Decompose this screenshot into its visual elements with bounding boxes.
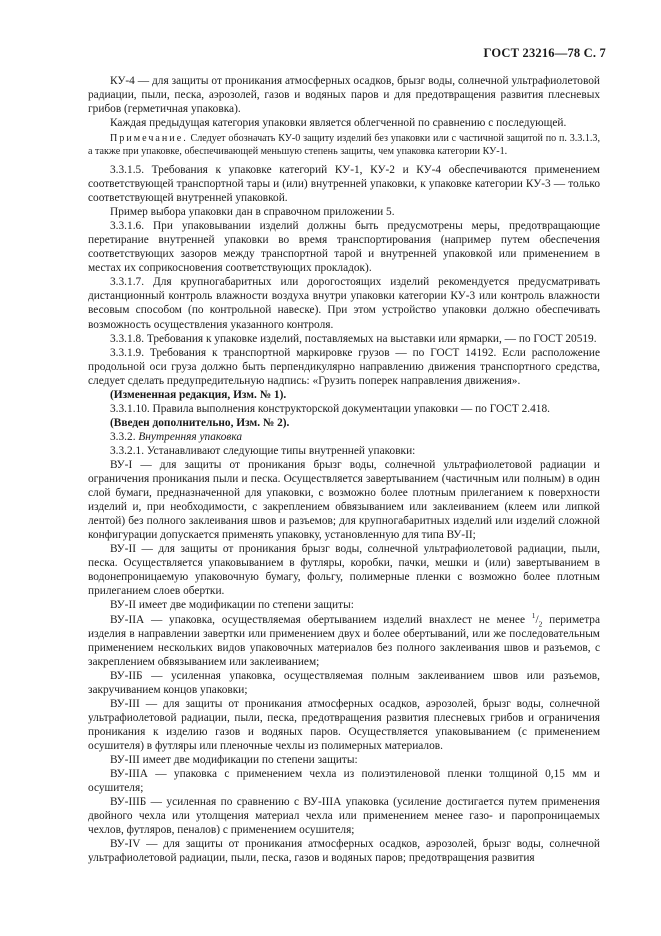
paragraph: ВУ-IIIА — упаковка с применением чехла из полиэтиленовой пленки толщиной 0,15 мм и осушителя; <box>88 768 600 795</box>
paragraph: Пример выбора упаковки дан в справочном приложении 5. <box>110 206 395 219</box>
note-text: Следует обозначать КУ-0 защиту изделий без упаковки или с частичной защитой по п. 3.3.1.3, а также при упаковке, обеспечивающей меньшую степень защиты, чем упаковка категории КУ-1. <box>88 133 600 158</box>
note-label: Примечание. <box>110 133 188 145</box>
paragraph: ВУ-II — для защиты от проникания брызг воды, солнечной ультрафиолетовой радиации, пыли, песка. Осуществляется упаковыванием в футляры, коробки, пачки, мешки и (или) завертыванием в водонепроницаемую упаковочную бумагу, фольгу, полимерные пленки с возможно более плотным прилеганием слоев обертки. <box>88 543 600 598</box>
paragraph: 3.3.1.10. Правила выполнения конструкторской документации упаковки — по ГОСТ 2.418. <box>110 402 550 415</box>
amendment-text: (Введен дополнительно, Изм. № 2). <box>110 416 290 429</box>
paragraph: ВУ-IIА — упаковка, осуществляемая обертыванием изделий внахлест не менее $^1/_2$ периметра изделия в направлении завертки или применением двух и более обертываний, или же последовательным применением нескольких видов упаковочных материалов без полного заклеивания швов и разъемов, с закреплением обвязыванием или заклеиванием; <box>88 610 600 668</box>
section-title: Внутренняя упаковка <box>138 430 243 443</box>
amendment-text: (Измененная редакция, Изм. № 1). <box>110 388 287 401</box>
paragraph: ВУ-II имеет две модификации по степени защиты: <box>110 599 354 612</box>
paragraph: ВУ-IIБ — усиленная упаковка, осуществляемая полным заклеиванием швов или разъемов, закручиванием концов упаковки; <box>88 669 600 696</box>
paragraph: ВУ-III имеет две модификации по степени защиты: <box>110 753 358 766</box>
paragraph: ВУ-IIIБ — усиленная по сравнению с ВУ-IIIА упаковка (усиление достигается путем применения двойного чехла или утолщения материал чехла или применением менее газо- и паропроницаемых чехлов, футляров, пеналов) с применением осушителя; <box>88 796 600 837</box>
paragraph: КУ-4 — для защиты от проникания атмосферных осадков, брызг воды, солнечной ультрафиолетовой радиации, пыли, песка, аэрозолей, газов и водяных паров и для предотвращения развития плесневых грибов (герметичная упаковка). <box>88 75 600 116</box>
note <box>88 133 600 159</box>
fraction-numerator: 1 <box>531 610 536 620</box>
paragraph: 3.3.1.7. Для крупногабаритных или дорогостоящих изделий рекомендуется предусматривать дистанционный контроль влажности воздуха внутри упаковки категории КУ-3 или контроль влажности весовым способом (по контрольной навеске). При этом устройство упаковки должно обеспечивать возможность осуществления указанного контроля. <box>88 276 600 331</box>
document-body <box>88 74 600 865</box>
text-run: периметра изделия в направлении завертки или применением двух и более обертываний, или же последовательным применением нескольких видов упаковочных материалов без полного заклеивания швов и разъемов, с закреплением обвязыванием или заклеиванием; <box>88 613 600 668</box>
paragraph: ВУ-III — для защиты от проникания атмосферных осадков, аэрозолей, брызг воды, солнечной ультрафиолетовой радиации, пыли, песка, предотвращения развития плесневых грибов и ограничения проникания к изделию газов и водяных паров. Осуществляется упаковыванием (с применением осушителя) в футляры или пленочные чехлы из полимерных материалов. <box>88 697 600 752</box>
paragraph: 3.3.1.6. При упаковывании изделий должны быть предусмотрены меры, предотвращающие перетирание внутренней упаковки во время транспортирования (например путем обеспечения соответствующих зазоров между транспортной тарой и внутренней упаковкой или применением в местах их соприкосновения соответствующих прокладок). <box>88 220 600 275</box>
paragraph: ВУ-I — для защиты от проникания брызг воды, солнечной ультрафиолетовой радиации и ограничения проникания пыли и песка. Осуществляется завертыванием (частичным или полным) в один слой бумаги, предназначенной для упаковки, с возможно более плотным прилеганием к поверхности изделий и, при необходимости, с закреплением обвязыванием или заклеиванием (клеем или липкой лентой) без полного заклеивания швов и разъемов; для крупногабаритных изделий или изделий сложной конфигурации допускается применять упаковку, установленную для типа ВУ-II; <box>88 458 600 542</box>
paragraph: 3.3.1.8. Требования к упаковке изделий, поставляемых на выставки или ярмарки, — по ГОСТ 20519. <box>110 332 597 345</box>
page-header: ГОСТ 23216—78 С. 7 <box>483 46 606 60</box>
fraction-denominator: 2 <box>538 618 543 628</box>
text-run: ВУ-IIА — упаковка, осуществляемая обертыванием изделий внахлест не менее <box>110 613 532 626</box>
amendment-note <box>88 388 600 402</box>
paragraph: 3.3.1.9. Требования к транспортной маркировке грузов — по ГОСТ 14192. Если расположение продольной оси груза должно быть перпендикулярно направлению движения транспортного средства, следует сделать предупредительную надпись: «Грузить поперек направления движения». <box>88 346 600 387</box>
section-heading <box>88 430 600 444</box>
paragraph: ВУ-IV — для защиты от проникания атмосферных осадков, аэрозолей, брызг воды, солнечной ультрафиолетовой радиации, пыли, песка, газов и водяных паров; предотвращения развития <box>88 838 600 865</box>
paragraph: Каждая предыдущая категория упаковки является облегченной по сравнению с последующей. <box>110 117 567 130</box>
paragraph: 3.3.2.1. Устанавливают следующие типы внутренней упаковки: <box>110 444 416 457</box>
section-number: 3.3.2. <box>110 430 139 443</box>
amendment-note <box>88 416 600 430</box>
paragraph: 3.3.1.5. Требования к упаковке категорий КУ-1, КУ-2 и КУ-4 обеспечиваются применением соответствующей транспортной тары и (или) внутренней упаковки, к упаковке категории КУ-3 — только соответствующей внутренней упаковкой. <box>88 164 600 205</box>
